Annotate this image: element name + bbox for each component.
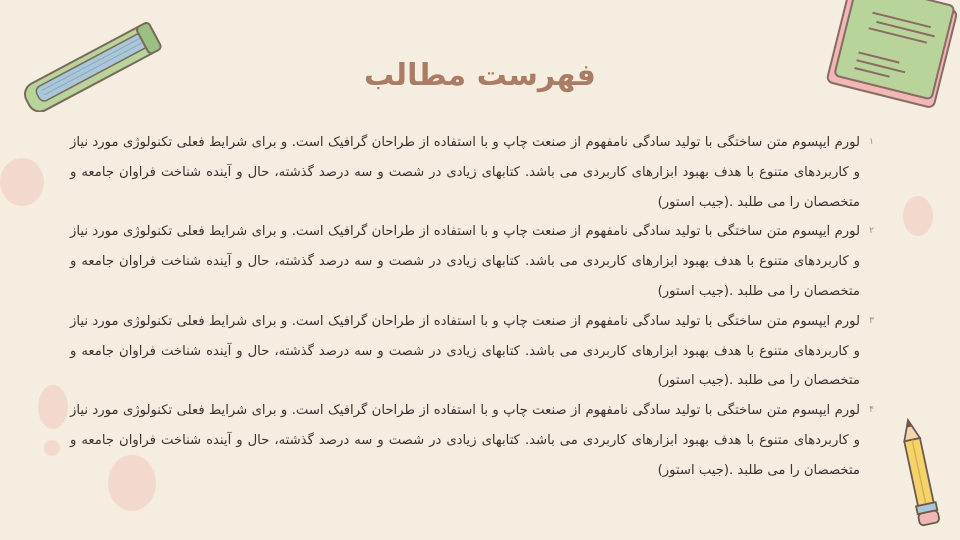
background-blob [38, 385, 68, 429]
list-item [70, 217, 874, 306]
item-text: لورم ایپسوم متن ساختگی با تولید سادگی نامفهوم از صنعت چاپ و با استفاده از طراحان گرافیک است. و برای شرایط فعلی تکنولوژی مورد نیاز و کاربردهای متنوع با هدف بهبود ابزارهای کاربردی می باشد. کتابهای زیادی در شصت و سه درصد گذشته، حال و آینده شناخت فراوان جامعه و متخصصان را می طلبد .(جیب استور) [70, 224, 860, 299]
list-item [70, 128, 874, 217]
background-blob [0, 158, 44, 206]
item-marker: ۴ [869, 405, 874, 416]
item-text: لورم ایپسوم متن ساختگی با تولید سادگی نامفهوم از صنعت چاپ و با استفاده از طراحان گرافیک است. و برای شرایط فعلی تکنولوژی مورد نیاز و کاربردهای متنوع با هدف بهبود ابزارهای کاربردی می باشد. کتابهای زیادی در شصت و سه درصد گذشته، حال و آینده شناخت فراوان جامعه و متخصصان را می طلبد .(جیب استور) [70, 135, 860, 210]
item-marker: ۱ [869, 137, 874, 147]
pencil-icon [890, 415, 948, 530]
background-blob [903, 196, 933, 236]
list-item [70, 307, 874, 396]
page-title: فهرست مطالب [364, 58, 596, 93]
list-item [70, 396, 874, 485]
content-list [70, 128, 874, 486]
item-marker: ۲ [869, 226, 874, 237]
item-marker: ۳ [869, 315, 874, 326]
background-blob [44, 440, 60, 456]
item-text: لورم ایپسوم متن ساختگی با تولید سادگی نامفهوم از صنعت چاپ و با استفاده از طراحان گرافیک است. و برای شرایط فعلی تکنولوژی مورد نیاز و کاربردهای متنوع با هدف بهبود ابزارهای کاربردی می باشد. کتابهای زیادی در شصت و سه درصد گذشته، حال و آینده شناخت فراوان جامعه و متخصصان را می طلبد .(جیب استور) [70, 313, 860, 389]
item-text: لورم ایپسوم متن ساختگی با تولید سادگی نامفهوم از صنعت چاپ و با استفاده از طراحان گرافیک است. و برای شرایط فعلی تکنولوژی مورد نیاز و کاربردهای متنوع با هدف بهبود ابزارهای کاربردی می باشد. کتابهای زیادی در شصت و سه درصد گذشته، حال و آینده شناخت فراوان جامعه و متخصصان را می طلبد .(جیب استور) [70, 403, 860, 478]
